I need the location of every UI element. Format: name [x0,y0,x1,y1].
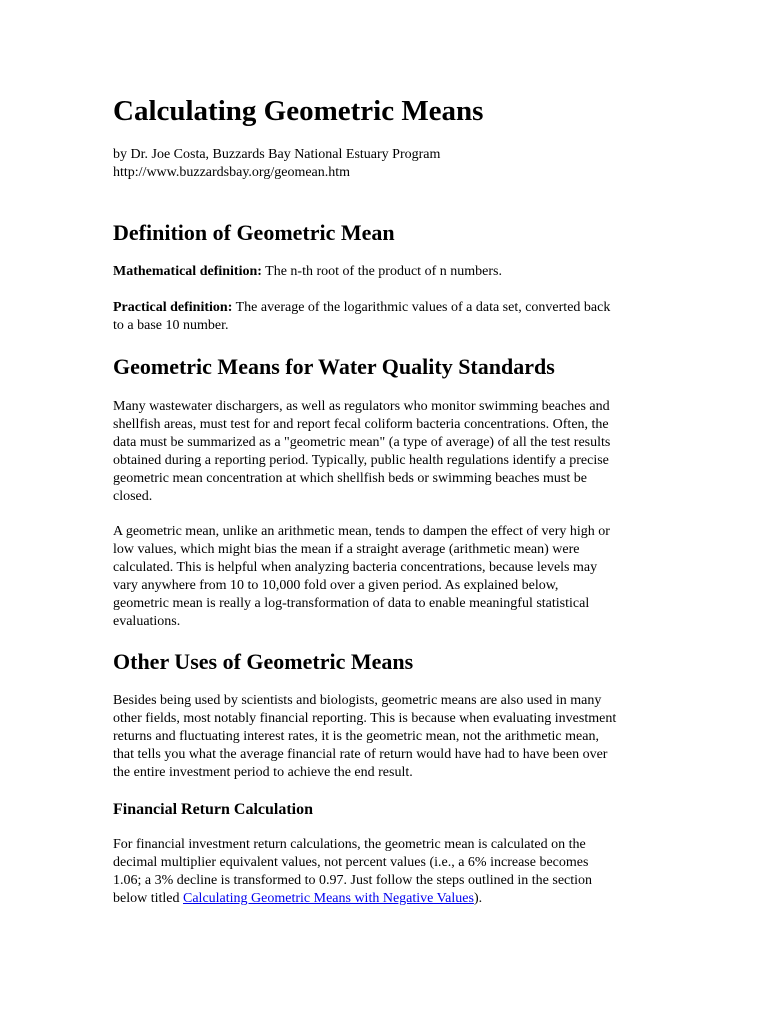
practical-definition [113,299,673,335]
paragraph-line: closed. [113,489,153,504]
other-uses-heading: Other Uses of Geometric Means [113,649,414,674]
link-prefix: below titled [113,891,183,906]
paragraph-line: obtained during a reporting period. Typically, public health regulations identify a precise [113,453,609,468]
other-uses-paragraph [113,692,673,782]
paragraph-line-with-link [113,890,673,908]
water-quality-paragraph-1 [113,398,673,506]
paragraph-line: A geometric mean, unlike an arithmetic mean, tends to dampen the effect of very high or [113,524,610,539]
negative-values-link[interactable]: Calculating Geometric Means with Negative Values [183,891,474,906]
byline-url: http://www.buzzardsbay.org/geomean.htm [113,165,351,180]
paragraph-line: geometric mean is really a log-transformation of data to enable meaningful statistical [113,596,590,611]
paragraph-line: For financial investment return calculations, the geometric mean is calculated on the [113,837,586,852]
paragraph-line: that tells you what the average financial rate of return would have had to have been over [113,747,608,762]
math-definition [113,263,673,281]
water-quality-paragraph-2 [113,523,673,631]
link-suffix: ). [473,891,483,906]
paragraph-line: decimal multiplier equivalent values, not percent values (i.e., a 6% increase becomes [113,855,589,870]
water-quality-heading: Geometric Means for Water Quality Standards [113,354,555,379]
practical-definition-text-2: to a base 10 number. [113,318,229,333]
paragraph-line: shellfish areas, must test for and report fecal coliform bacteria concentrations. Often, the [113,417,609,432]
math-definition-label: Mathematical definition: [113,264,262,279]
paragraph-line: geometric mean concentration at which shellfish beds or swimming beaches must be [113,471,587,486]
page-title: Calculating Geometric Means [113,95,484,127]
paragraph-line: other fields, most notably financial reporting. This is because when evaluating investment [113,711,617,726]
practical-definition-text-1: The average of the logarithmic values of a data set, converted back [232,300,611,315]
byline [113,146,673,182]
paragraph-line: returns and fluctuating interest rates, it is the geometric mean, not the arithmetic mean, [113,729,599,744]
financial-paragraph [113,836,673,908]
byline-author: by Dr. Joe Costa, Buzzards Bay National Estuary Program [113,147,441,162]
practical-definition-label: Practical definition: [113,300,233,315]
definition-heading: Definition of Geometric Mean [113,220,395,245]
math-definition-text: The n-th root of the product of n numbers. [261,264,502,279]
paragraph-line: evaluations. [113,614,181,629]
paragraph-line: calculated. This is helpful when analyzing bacteria concentrations, because levels may [113,560,598,575]
paragraph-line: Besides being used by scientists and biologists, geometric means are also used in many [113,693,602,708]
financial-heading: Financial Return Calculation [113,801,314,818]
paragraph-line: Many wastewater dischargers, as well as regulators who monitor swimming beaches and [113,399,610,414]
paragraph-line: low values, which might bias the mean if a straight average (arithmetic mean) were [113,542,580,557]
paragraph-line: vary anywhere from 10 to 10,000 fold over a given period. As explained below, [113,578,559,593]
paragraph-line: 1.06; a 3% decline is transformed to 0.97. Just follow the steps outlined in the section [113,873,593,888]
paragraph-line: data must be summarized as a "geometric mean" (a type of average) of all the test results [113,435,611,450]
paragraph-line: the entire investment period to achieve the end result. [113,765,413,780]
